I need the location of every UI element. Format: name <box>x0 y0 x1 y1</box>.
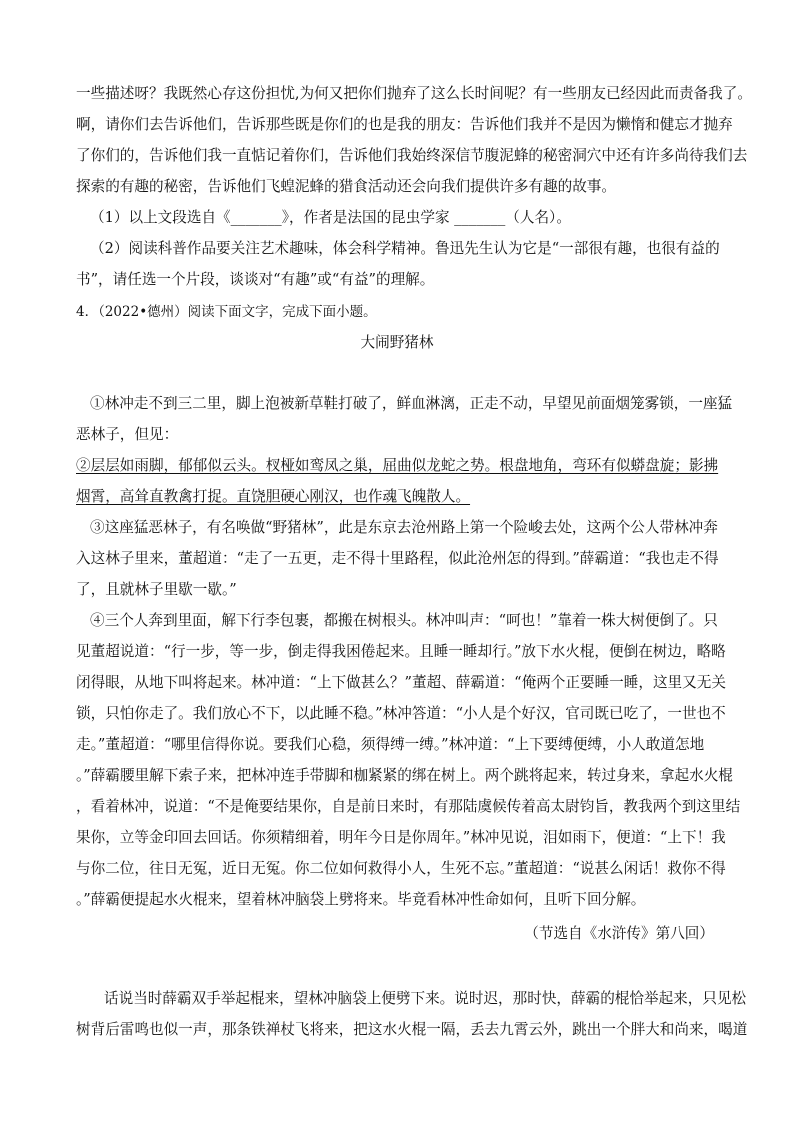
paragraph-4-line: 闭得眼，从地下叫将起来。林冲道：“上下做甚么？”董超、薛霸道：“俺两个正要睡一睡，这里又无关 <box>76 674 726 691</box>
paragraph-3-line: 了，且就林子里歇一歇。” <box>76 581 237 598</box>
paragraph-4-line: 。”薛霸便提起水火棍来，望着林冲脑袋上劈将来。毕竟看林冲性命如何，且听下回分解。 <box>76 891 646 908</box>
paragraph-4-line: 走。”董超道：“哪里信得你说。要我们心稳，须得缚一缚。”林冲道：“上下要缚便缚，小人敢道怎地 <box>76 736 705 753</box>
problem-heading: 4．（2022•德州）阅读下面文字，完成下面小题。 <box>76 304 377 320</box>
source-note: （节选自《水浒传》第八回） <box>524 925 714 942</box>
article-title: 大闹野猪林 <box>360 334 434 351</box>
paragraph-4-line: 与你二位，往日无冤，近日无冤。你二位如何救得小人，生死不忘。”董超道：“说甚么闲话！救你不得 <box>76 860 726 877</box>
paragraph-2-underlined: 烟霄，高耸直教禽打捉。直饶胆硬心刚汉，也作魂飞魄散人。 <box>76 488 471 505</box>
text-line: 啊，请你们去告诉他们，告诉那些既是你们的也是我的朋友：告诉他们我并不是因为懒惰和健忘才抛弃 <box>76 116 733 133</box>
text-line: 一些描述呀？我既然心存这份担忧,为何又把你们抛弃了这么长时间呢？有一些朋友已经因此而责备我了。 <box>76 85 752 102</box>
paragraph-4-line: ④三个人奔到里面，解下行李包裹，都搬在树根头。林冲叫声：“呵也！”靠着一株大树便倒了。只 <box>90 612 718 629</box>
paragraph-4-line: 果你，立等金印回去回话。你须精细着，明年今日是你周年。”林冲见说，泪如雨下，便道：“上下！我 <box>76 829 726 846</box>
paragraph-4-line: ，看着林冲，说道：“不是俺要结果你，自是前日来时，有那陆虞候传着高太尉钧旨，教我两个到这里结 <box>76 798 741 815</box>
paragraph-4-line: 锁，只怕你走了。我们放心不下，以此睡不稳。”林冲答道：“小人是个好汉，官司既已吃了，一世也不 <box>76 705 726 722</box>
question-2-line: 书”，请任选一个片段，谈谈对“有趣”或“有益”的理解。 <box>76 271 435 288</box>
text-line: 了你们的，告诉他们我一直惦记着你们，告诉他们我始终深信节腹泥蜂的秘密洞穴中还有许多尚待我们去 <box>76 147 748 164</box>
paragraph-4-line: 。”薛霸腰里解下索子来，把林冲连手带脚和枷紧紧的绑在树上。两个跳将起来，转过身来，拿起水火棍 <box>76 767 733 784</box>
question-1: （1）以上文段选自《_______》，作者是法国的昆虫学家 _______（人名）。 <box>90 209 571 226</box>
paragraph-1-line: ①林冲走不到三二里，脚上泡被新草鞋打破了，鲜血淋漓，正走不动，早望见前面烟笼雾锁，一座猛 <box>90 395 733 412</box>
text-line: 探索的有趣的秘密，告诉他们飞蝗泥蜂的猎食活动还会向我们提供许多有趣的故事。 <box>76 178 616 195</box>
paragraph-5-line: 话说当时薛霸双手举起棍来，望林冲脑袋上便劈下来。说时迟，那时快，薛霸的棍恰举起来，只见松 <box>104 990 747 1007</box>
paragraph-3-line: 入这林子里来，董超道：“走了一五更，走不得十里路程，似此沧州怎的得到。”薛霸道：“我也走不得 <box>76 550 719 567</box>
paragraph-4-line: 见董超说道：“行一步，等一步，倒走得我困倦起来。且睡一睡却行。”放下水火棍，便倒在树边，略略 <box>76 643 726 660</box>
paragraph-5-line: 树背后雷鸣也似一声，那条铁禅杖飞将来，把这水火棍一隔，丢去九霄云外，跳出一个胖大和尚来，喝道 <box>76 1021 748 1038</box>
paragraph-2-underlined: ②层层如雨脚，郁郁似云头。杈桠如鸾凤之巢，屈曲似龙蛇之势。根盘地角，弯环有似蟒盘旋；影拂 <box>76 457 719 474</box>
paragraph-1-line: 恶林子，但见： <box>76 426 179 443</box>
question-2-line: （2）阅读科普作品要关注艺术趣味，体会科学精神。鲁迅先生认为它是“一部很有趣，也很有益的 <box>90 240 720 257</box>
paragraph-3-line: ③这座猛恶林子，有名唤做“野猪林”，此是东京去沧州路上第一个险峻去处，这两个公人带林冲奔 <box>90 519 718 536</box>
